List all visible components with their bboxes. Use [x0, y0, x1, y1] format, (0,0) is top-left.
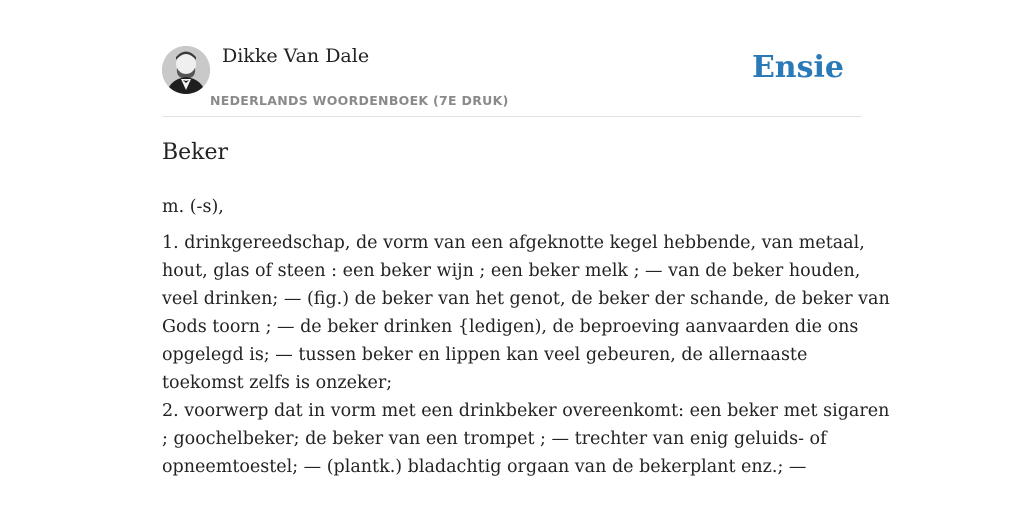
author-avatar[interactable] — [162, 46, 210, 94]
definition-line: toekomst zelfs is onzeker; — [162, 373, 393, 393]
author-name[interactable]: Dikke Van Dale — [222, 45, 370, 67]
entry-header — [162, 0, 862, 117]
entry-definition — [162, 193, 890, 481]
definition-line: 2. voorwerp dat in vorm met een drinkbeker overeenkomt: een beker met sigaren — [162, 401, 890, 421]
definition-line: veel drinken; — (fig.) de beker van het genot, de beker der schande, de beker van — [162, 289, 890, 309]
entry-card — [162, 0, 890, 512]
source-label[interactable]: NEDERLANDS WOORDENBOEK (7E DRUK) — [210, 93, 509, 108]
definition-line: opneemtoestel; — (plantk.) bladachtig orgaan van de bekerplant enz.; — — [162, 457, 807, 477]
definition-line: opgelegd is; — tussen beker en lippen kan veel gebeuren, de allernaaste — [162, 345, 808, 365]
grammar-line: m. (-s), — [162, 197, 224, 217]
brand-logo[interactable]: Ensie — [751, 50, 844, 85]
definition-line: 1. drinkgereedschap, de vorm van een afgeknotte kegel hebbende, van metaal, — [162, 233, 865, 253]
entry-title: Beker — [162, 140, 229, 165]
definition-line: hout, glas of steen : een beker wijn ; een beker melk ; — van de beker houden, — [162, 261, 861, 281]
definition-line: ; goochelbeker; de beker van een trompet ; — trechter van enig geluids- of — [162, 429, 827, 449]
definition-line: Gods toorn ; — de beker drinken {ledigen), de beproeving aanvaarden die ons — [162, 317, 859, 337]
